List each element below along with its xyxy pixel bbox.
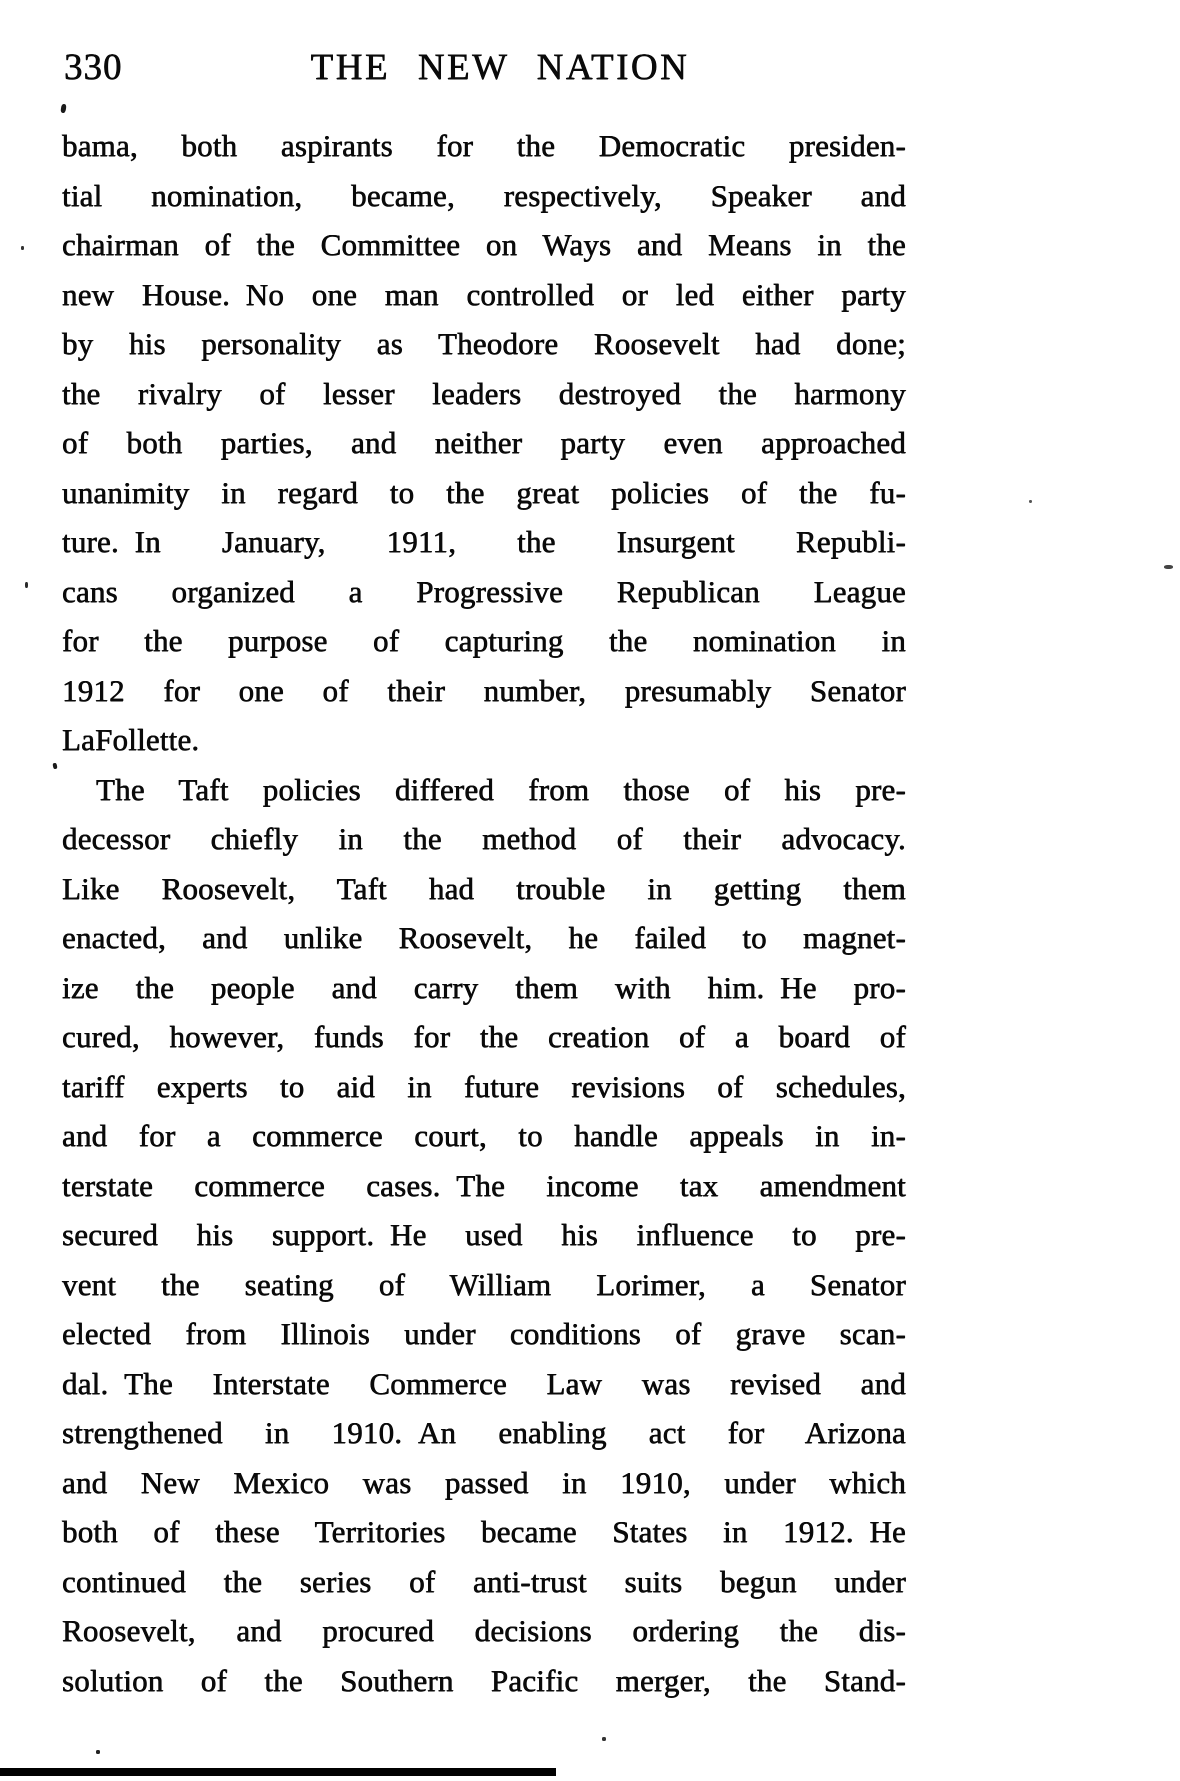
text-line: tariff experts to aid in future revisions of schedules,: [62, 1068, 906, 1104]
text-line: of both parties, and neither party even approached: [62, 425, 906, 460]
text-line: continued the series of anti-trust suits begun under: [62, 1563, 906, 1599]
text-line: cans organized a Progressive Republican League: [62, 573, 906, 609]
text-line-paragraph-start: The Taft policies differed from those of his pre-: [96, 771, 906, 807]
scan-speck: [25, 582, 28, 588]
scan-speck: [1029, 500, 1032, 503]
scan-artifact-bar: [0, 1768, 556, 1776]
scan-speck: [602, 1737, 606, 1741]
text-line: chairman of the Committee on Ways and Means in the: [62, 227, 906, 262]
text-line: solution of the Southern Pacific merger, the Stand-: [62, 1662, 906, 1698]
text-line: the rivalry of lesser leaders destroyed the harmony: [62, 375, 906, 411]
text-line: Roosevelt, and procured decisions ordering the dis-: [62, 1613, 906, 1648]
page-number: 330: [64, 47, 123, 88]
text-line: tial nomination, became, respectively, Speaker and: [62, 177, 906, 213]
text-line: enacted, and unlike Roosevelt, he failed to magnet-: [62, 920, 906, 955]
text-line: and New Mexico was passed in 1910, under which: [62, 1464, 906, 1500]
text-line: decessor chiefly in the method of their advocacy.: [62, 821, 906, 856]
text-line: both of these Territories became States in 1912. He: [62, 1514, 906, 1549]
text-line-paragraph-end: LaFollette.: [62, 722, 200, 757]
text-line: ture. In January, 1911, the Insurgent Republi-: [62, 524, 906, 559]
text-line: unanimity in regard to the great policies of the fu-: [62, 474, 906, 510]
text-line: elected from Illinois under conditions of grave scan-: [62, 1316, 906, 1351]
text-line: Like Roosevelt, Taft had trouble in getting them: [62, 870, 906, 906]
scan-speck: [21, 246, 24, 250]
scan-speck: [52, 763, 57, 770]
text-line: ize the people and carry them with him. He pro-: [62, 969, 906, 1005]
scan-speck: [1164, 565, 1173, 569]
text-line: vent the seating of William Lorimer, a Senator: [62, 1266, 906, 1302]
text-line: bama, both aspirants for the Democratic presiden-: [62, 128, 906, 163]
text-line: 1912 for one of their number, presumably Senator: [62, 672, 906, 708]
scan-speck: [96, 1750, 100, 1754]
page-header-title: THE NEW NATION: [310, 47, 690, 88]
text-line: strengthened in 1910. An enabling act for Arizona: [62, 1415, 906, 1450]
text-line: for the purpose of capturing the nomination in: [62, 623, 906, 658]
body-text-block: [62, 121, 906, 1705]
scan-speck: [60, 104, 66, 114]
text-line: new House. No one man controlled or led either party: [62, 276, 906, 312]
text-line: secured his support. He used his influence to pre-: [62, 1217, 906, 1252]
text-line: cured, however, funds for the creation of a board of: [62, 1019, 906, 1054]
text-line: dal. The Interstate Commerce Law was revised and: [62, 1365, 906, 1401]
text-line: and for a commerce court, to handle appeals in in-: [62, 1118, 906, 1153]
text-line: terstate commerce cases. The income tax amendment: [62, 1167, 906, 1203]
text-line: by his personality as Theodore Roosevelt had done;: [62, 326, 906, 361]
